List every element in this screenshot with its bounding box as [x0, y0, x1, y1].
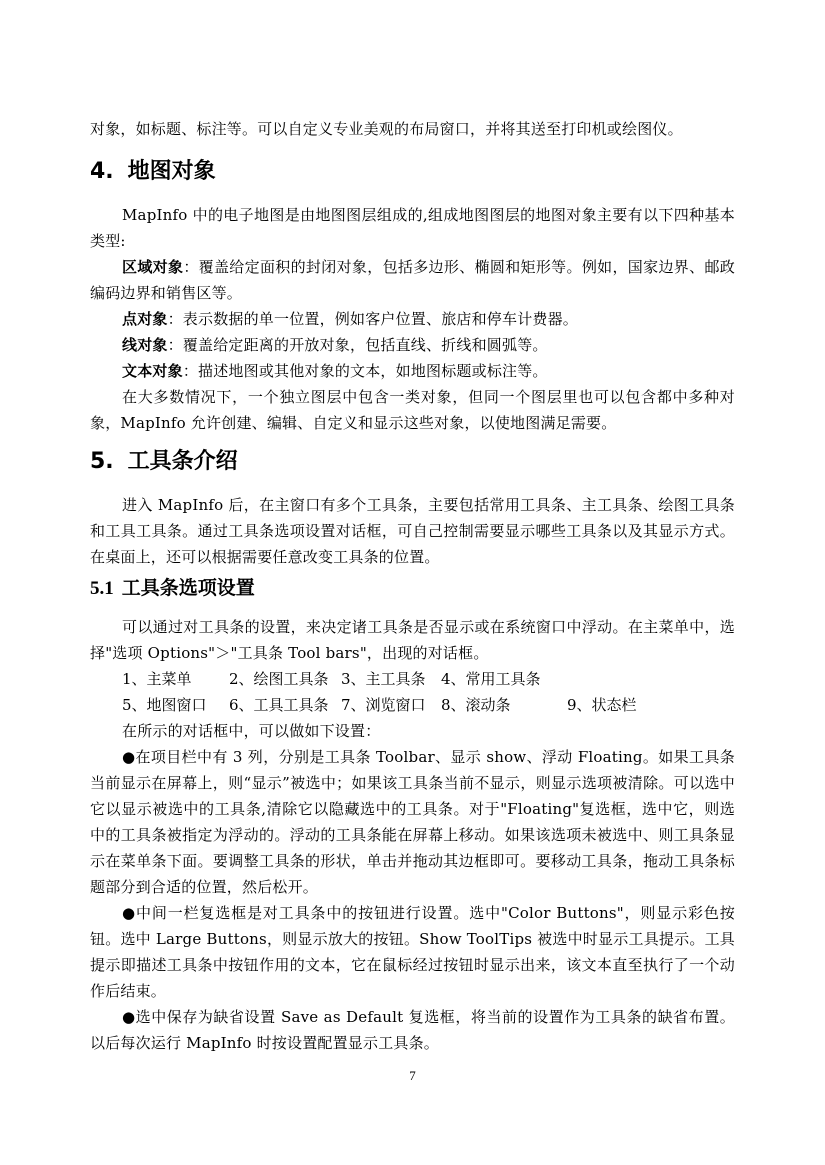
term-description: ：覆盖给定面积的封闭对象，包括多边形、椭圆和矩形等。例如，国家边界、邮政编码边界和销售区等。: [90, 258, 735, 302]
section-title: 工具条选项设置: [121, 577, 255, 599]
toolbar-list-row-1: [122, 666, 541, 692]
section-5-1-heading: [90, 574, 255, 603]
section-5-heading: [90, 447, 238, 477]
section-5-1-paragraph: 可以通过对工具条的设置，来决定诸工具条是否显示或在系统窗口中浮动。在主菜单中，选择"选项 Options"＞"工具条 Tool bars"，出现的对话框。: [90, 618, 735, 662]
intro-paragraph-tail: 对象，如标题、标注等。可以自定义专业美观的布局窗口，并将其送至打印机或绘图仪。: [90, 120, 683, 138]
term-description: ：覆盖给定距离的开放对象，包括直线、折线和圆弧等。: [167, 336, 548, 354]
list-item: 6、工具工具条: [229, 696, 329, 714]
list-item: 3、主工具条: [341, 670, 426, 688]
section-4-paragraph: MapInfo 中的电子地图是由地图图层组成的,组成地图图层的地图对象主要有以下四种基本类型:: [90, 206, 735, 250]
section-title: 地图对象: [127, 159, 216, 184]
line-object-item: [90, 332, 735, 358]
term-description: ：表示数据的单一位置，例如客户位置、旅店和停车计费器。: [167, 310, 579, 328]
list-item: 1、主菜单: [122, 670, 192, 688]
toolbar-list-row-2: [122, 692, 637, 718]
section-number: 4.: [90, 159, 114, 184]
section-title: 工具条介绍: [127, 449, 238, 474]
list-item: 2、绘图工具条: [229, 670, 329, 688]
section-4-closing-paragraph: 在大多数情况下，一个独立图层中包含一类对象，但同一个图层里也可以包含都中多种对象，MapInfo 允许创建、编辑、自定义和显示这些对象，以使地图满足需要。: [90, 388, 735, 432]
point-object-item: [90, 306, 735, 332]
section-number: 5.: [90, 449, 114, 474]
term-label: 线对象: [122, 336, 168, 354]
list-item: 4、常用工具条: [441, 670, 541, 688]
list-item: 7、浏览窗口: [341, 696, 426, 714]
term-label: 点对象: [122, 310, 168, 328]
list-item: 5、地图窗口: [122, 696, 207, 714]
list-item: 9、状态栏: [567, 696, 637, 714]
term-label: 区域对象: [122, 258, 184, 276]
bullet-paragraph-3: ●选中保存为缺省设置 Save as Default 复选框，将当前的设置作为工具条的缺省布置。以后每次运行 MapInfo 时按设置配置显示工具条。: [90, 1008, 735, 1052]
section-4-heading: [90, 157, 216, 187]
section-number: 5.1: [90, 578, 114, 599]
term-description: ：描述地图或其他对象的文本，如地图标题或标注等。: [182, 362, 548, 380]
list-item: 8、滚动条: [441, 696, 511, 714]
page-number: 7: [409, 1068, 416, 1083]
section-5-paragraph: 进入 MapInfo 后，在主窗口有多个工具条，主要包括常用工具条、主工具条、绘图工具条和工具工具条。通过工具条选项设置对话框，可自己控制需要显示哪些工具条以及其显示方式。在桌面上，还可以根据需要任意改变工具条的位置。: [90, 496, 735, 566]
region-object-item: [90, 254, 735, 306]
dialog-settings-intro: 在所示的对话框中，可以做如下设置：: [122, 722, 381, 740]
text-object-item: [90, 358, 735, 384]
term-label: 文本对象: [122, 362, 183, 380]
bullet-paragraph-1: ●在项目栏中有 3 列，分别是工具条 Toolbar、显示 show、浮动 Floating。如果工具条当前显示在屏幕上，则“显示”被选中；如果该工具条当前不显示，则显示选项被清除。可以选中它以显示被选中的工具条,清除它以隐藏选中的工具条。对于"Floating"复选框，选中它，则选中的工具条被指定为浮动的。浮动的工具条能在屏幕上移动。如果该选项未被选中、则工具条显示在菜单条下面。要调整工具条的形状，单击并拖动其边框即可。要移动工具条，拖动工具条标题部分到合适的位置，然后松开。: [90, 748, 735, 896]
bullet-paragraph-2: ●中间一栏复选框是对工具条中的按钮进行设置。选中"Color Buttons"，则显示彩色按钮。选中 Large Buttons，则显示放大的按钮。Show ToolTips 被选中时显示工具提示。工具提示即描述工具条中按钮作用的文本，它在鼠标经过按钮时显示出来，该文本直至执行了一个动作后结束。: [90, 904, 735, 1000]
